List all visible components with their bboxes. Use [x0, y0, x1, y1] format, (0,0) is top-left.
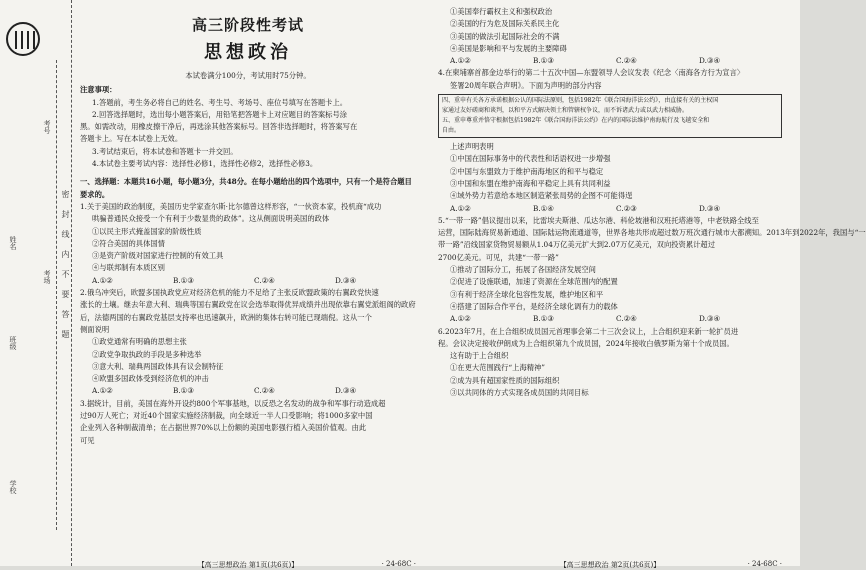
q2-stem: 涨长的土壤。继去年意大利、瑞典等国右翼政党在议会选举取得优异成绩并出现依靠右翼党派组阁的政府 — [80, 300, 416, 310]
page-1-footer-label: 【高三思想政治 第1页(共6页)】 — [197, 561, 299, 569]
kaochang-label: 考场 — [43, 270, 51, 284]
q4-answer-d[interactable]: D.③④ — [699, 203, 720, 213]
q1-option: ①以民主形式掩盖国家的阶级性质 — [92, 226, 202, 236]
q1-option: ②符合美国的具体国情 — [92, 238, 165, 248]
q3-stem: 3.据统计，目前，美国在海外开设约800个军事基地，以反恐之名发动的战争和军事行动造成超 — [80, 398, 386, 408]
binding-margin — [0, 0, 72, 566]
q1-answer-d[interactable]: D.③④ — [335, 275, 356, 285]
exam-title: 高三阶段性考试 — [191, 16, 304, 34]
q2-answer-a[interactable]: A.①② — [92, 386, 113, 396]
q3-stem: 企业列入各种制裁清单；在占据世界70%以上份额的美国电影强行植入美国价值观。由此 — [80, 423, 367, 433]
q5-answers — [438, 313, 782, 325]
seal-warning: 密封线内不要答题 — [61, 190, 70, 350]
notice-line: 3.考试结束后，将本试卷和答题卡一并交回。 — [92, 146, 238, 156]
banji-label: 班级 — [9, 336, 17, 350]
q2-stem: 侧面说明 — [80, 324, 110, 334]
q5-option: ③有利于经济全球化包容性发展，维护地区和平 — [450, 289, 604, 299]
page-2 — [438, 6, 866, 569]
seal-line — [56, 60, 57, 530]
q1-stem: 1.关于美国的政治制度，美国历史学家查尔斯·比尔德曾这样形容，“一伙资本家，投机商“成功 — [80, 201, 382, 211]
q1-option: ④与联邦制有本质区别 — [92, 263, 165, 273]
q4-stem: 签署20周年联合声明》。下面为声明的部分内容 — [450, 80, 602, 90]
q4-stem: 4.在柬埔寨首都金边举行的第二十五次中国—东盟领导人会议发表《纪念〈南海各方行为宣言〉 — [438, 68, 745, 78]
q5-answer-c[interactable]: C.②④ — [616, 314, 637, 324]
q4-answer-a[interactable]: A.①② — [450, 203, 471, 213]
q6-option: ②成为具有超国家性质的国际组织 — [450, 375, 560, 385]
section-1-heading: 一、选择题：本题共16小题，每小题3分，共48分。在每小题给出的四个选项中，只有一个是符合题目要求的。 — [80, 177, 412, 199]
q5-answer-a[interactable]: A.①② — [450, 314, 471, 324]
q5-stem: 运营，国际陆海贸易新通道、国际陆运物流通道等，世界各地共形成超过数万班次通行城市大都溯知。2013年到2022年，我国与“一 — [438, 228, 866, 238]
xuexiao-label: 学校 — [9, 480, 17, 494]
q4-option: ②中国与东盟致力于维护南海地区的和平与稳定 — [450, 166, 604, 176]
page-2-footer-label: 【高三思想政治 第2页(共6页)】 — [559, 561, 661, 569]
statement-box — [438, 94, 782, 138]
exam-intro: 本试卷满分100分，考试用时75分钟。 — [185, 71, 311, 80]
q3-answer-b[interactable]: B.①③ — [533, 56, 554, 66]
q6-stem: 6.2023年7月，在上合组织成员国元首理事会第二十三次会议上，上合组织迎来新一轮扩员进 — [438, 326, 739, 336]
q5-stem: 2700亿美元。可见，共建“一带一路” — [438, 252, 559, 262]
xingming-label: 姓名 — [9, 236, 17, 250]
q2-option: ④欧盟多国政体受到经济危机的冲击 — [92, 374, 209, 384]
statement-line: 四、重申有关各方承诺根据公认的国际法原则，包括1982年《联合国海洋法公约》，由直接有关的主权国 — [442, 97, 719, 105]
q4-lead: 上述声明表明 — [450, 142, 494, 152]
notice-line: 答题卡上。写在本试卷上无效。 — [80, 134, 183, 144]
q3-option: ②美国的行为危及国际关系民主化 — [450, 19, 560, 29]
q1-answer-b[interactable]: B.①③ — [173, 275, 194, 285]
q2-stem: 2.俄乌冲突后，欧盟多国执政党应对经济危机的能力不足给了主张反欧盟政策的右翼政党快速 — [80, 288, 379, 298]
q3-stem: 可见 — [80, 435, 95, 445]
q3-answers — [438, 55, 782, 67]
kaohao-label: 考号 — [43, 120, 51, 134]
q2-option: ②政党争取执政的手段是多种选举 — [92, 349, 202, 359]
q2-answers — [80, 385, 416, 397]
q3-option: ④美国是影响和平与发展的主要障碍 — [450, 43, 567, 53]
q6-stem: 程。会议决定接收伊朗成为上合组织第九个成员国，2024年接收白俄罗斯为第十个成员国。 — [438, 338, 734, 348]
q2-stem: 后，法德两国的右翼政党基层支持率也迅速飙升，欧洲的集体右转可能已现端倪。这从一个 — [80, 312, 372, 322]
q1-stem: 哄骗普通民众接受一个有利于少数显贵的政体”。这从侧面说明美国的政体 — [92, 214, 330, 224]
statement-line: 自由。 — [442, 127, 461, 135]
q4-option: ④域外势力若意给本地区制造紧张局势的企图不可能得逞 — [450, 191, 633, 201]
notice-line: 4.本试卷主要考试内容：选择性必修1，选择性必修2，选择性必修3。 — [92, 159, 318, 169]
q2-answer-c[interactable]: C.②④ — [254, 386, 275, 396]
page-1-code: · 24-68C · — [381, 560, 416, 568]
notice-line: 黑。如需改动，用橡皮擦干净后，再选涂其他答案标号。回答非选择题时，将答案写在 — [80, 122, 358, 132]
q3-option: ①美国奉行霸权主义和强权政治 — [450, 7, 553, 16]
q2-answer-d[interactable]: D.③④ — [335, 386, 356, 396]
q4-option: ③中国和东盟在维护南海和平稳定上具有共同利益 — [450, 178, 611, 188]
q6-option: ①在更大范围践行“上海精神” — [450, 363, 546, 373]
q5-stem: 带一路”沿线国家货物贸易额从1.04万亿美元扩大到2.07万亿美元，双向投资累计超过 — [438, 240, 716, 250]
q2-answer-b[interactable]: B.①③ — [173, 386, 194, 396]
notice-line: 1.答题前，考生务必将自己的姓名、考生号、考场号、座位号填写在答题卡上。 — [92, 97, 348, 107]
q2-option: ③意大利、瑞典两国政体具有议会制特征 — [92, 361, 224, 371]
statement-line: 五、重申尊重并恪守根据包括1982年《联合国海洋法公约》在内的国际法维护南海航行及飞越安全和 — [442, 117, 710, 125]
q5-answer-b[interactable]: B.①③ — [533, 314, 554, 324]
q3-answer-a[interactable]: A.①② — [450, 56, 471, 66]
q2-option: ①政党通常有明确的思想主张 — [92, 337, 187, 347]
q3-option: ③美国的做法引起国际社会的不满 — [450, 31, 560, 41]
q5-option: ①推动了国际分工，拓展了各国经济发展空间 — [450, 265, 596, 275]
page-2-code: · 24-68C · — [747, 560, 782, 568]
q3-answer-c[interactable]: C.②④ — [616, 56, 637, 66]
notice-line: 2.回答选择题时，选出每小题答案后，用铅笔把答题卡上对应题目的答案标号涂 — [92, 109, 348, 119]
publisher-logo-icon — [6, 22, 40, 56]
q5-option: ②促进了设施联通，加速了资源在全球范围内的配置 — [450, 277, 618, 287]
page-1 — [80, 6, 416, 569]
q5-answer-d[interactable]: D.③④ — [699, 314, 720, 324]
q4-answer-b[interactable]: B.①④ — [533, 203, 554, 213]
q1-answer-a[interactable]: A.①② — [92, 275, 113, 285]
q1-answer-c[interactable]: C.②④ — [254, 275, 275, 285]
q4-answers — [438, 203, 782, 215]
q4-answer-c[interactable]: C.②③ — [616, 203, 637, 213]
q6-option: ③以共同体的方式实现各成员国的共同目标 — [450, 388, 589, 398]
q1-answers — [80, 275, 416, 287]
q5-stem: 5.“一带一路”倡议提出以来，比雷埃夫斯港、瓜达尔港、科伦坡港和汉班托塔港等，中老铁路全线至 — [438, 215, 759, 225]
subject-title: 思想政治 — [204, 42, 292, 63]
q4-option: ①中国在国际事务中的代表性和话语权进一步增强 — [450, 154, 611, 164]
statement-line: 家通过友好磋商和谈判，以和平方式解决领土和管辖权争议，而不诉诸武力或以武力相威胁。 — [442, 107, 689, 115]
notice-head: 注意事项： — [80, 85, 117, 95]
q5-option: ④搭建了国际合作平台，是经济全球化调有力的载体 — [450, 301, 618, 311]
q3-answer-d[interactable]: D.③④ — [699, 56, 720, 66]
q6-stem: 这有助于上合组织 — [450, 351, 509, 361]
q1-option: ③是资产阶级对国家进行控制的有效工具 — [92, 251, 224, 261]
q3-stem: 过90万人死亡；对近40个国家实施经济制裁，向全球近一半人口受影响；将1000多家中国 — [80, 411, 373, 421]
